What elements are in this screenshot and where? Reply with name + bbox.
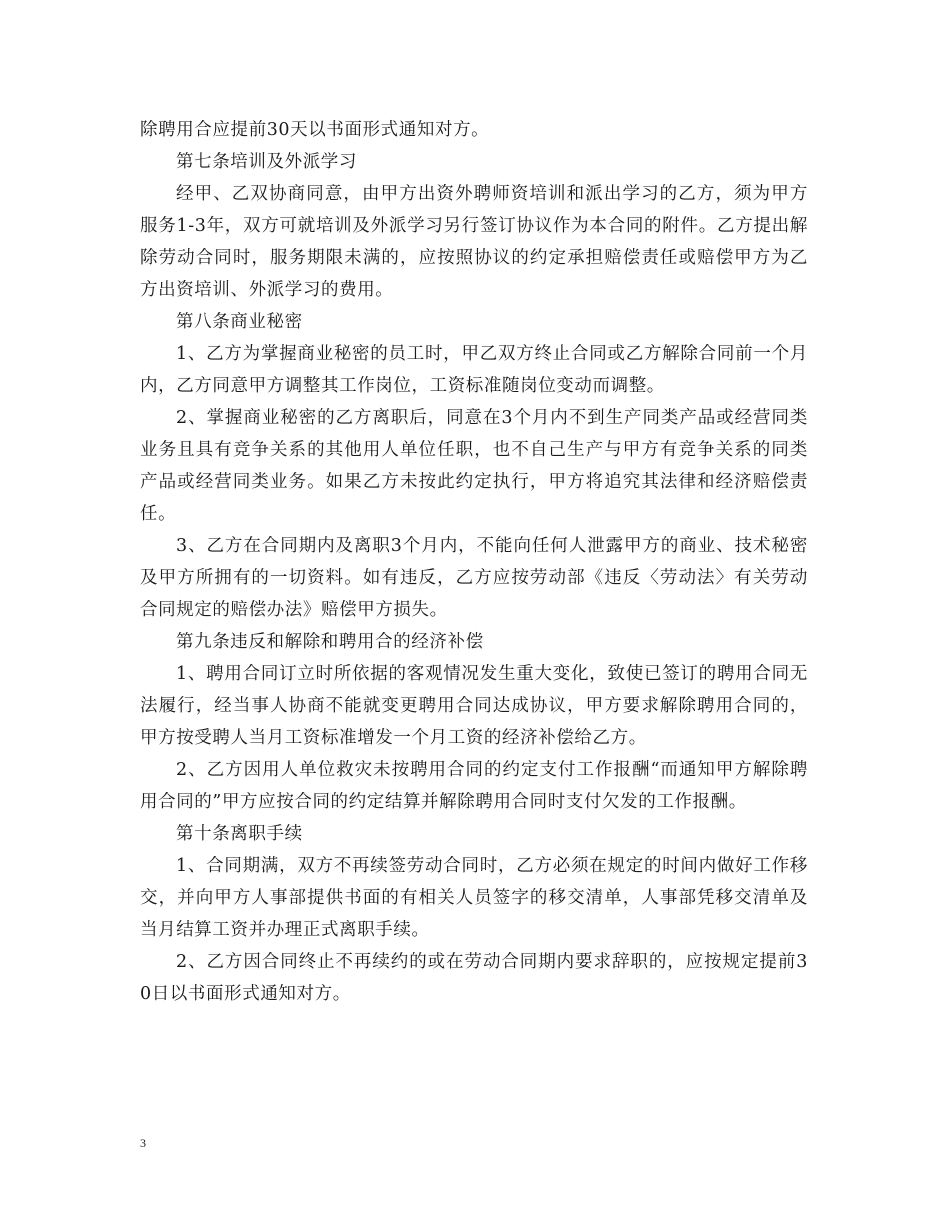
article-9-clause-1: 1、聘用合同订立时所依据的客观情况发生重大变化，致使已签订的聘用合同无法履行，经当事人协商不能就变更聘用合同达成协议，甲方要求解除聘用合同的，甲方按受聘人当月工资标准增发一个月工资的经济补偿给乙方。 [140,664,808,748]
article-10-heading: 第十条离职手续 [176,824,303,844]
article-7-text: 经甲、乙双协商同意，由甲方出资外聘师资培训和派出学习的乙方，须为甲方服务1-3年，双方可就培训及外派学习另行签订协议作为本合同的附件。乙方提出解除劳动合同时，服务期限未满的，应按照协议的约定承担赔偿责任或赔偿甲方为乙方出资培训、外派学习的费用。 [140,184,808,300]
article-8-clause-2: 2、掌握商业秘密的乙方离职后，同意在3个月内不到生产同类产品或经营同类业务且具有竞争关系的其他用人单位任职，也不自己生产与甲方有竞争关系的同类产品或经营同类业务。如果乙方未按此约定执行，甲方将追究其法律和经济赔偿责任。 [140,408,808,524]
article-9-heading: 第九条违反和解除和聘用合的经济补偿 [176,632,484,652]
paragraph-notice-continuation: 除聘用合应提前30天以书面形式通知对方。 [140,120,490,140]
document-body [140,114,808,1010]
article-8-clause-1: 1、乙方为掌握商业秘密的员工时，甲乙双方终止合同或乙方解除合同前一个月内，乙方同意甲方调整其工作岗位，工资标准随岗位变动而调整。 [140,344,808,396]
article-10-clause-1: 1、合同期满，双方不再续签劳动合同时，乙方必须在规定的时间内做好工作移交，并向甲方人事部提供书面的有相关人员签字的移交清单，人事部凭移交清单及当月结算工资并办理正式离职手续。 [140,856,808,940]
article-7-heading: 第七条培训及外派学习 [176,152,357,172]
article-8-clause-3: 3、乙方在合同期内及离职3个月内，不能向任何人泄露甲方的商业、技术秘密及甲方所拥有的一切资料。如有违反，乙方应按劳动部《违反〈劳动法〉有关劳动合同规定的赔偿办法》赔偿甲方损失。 [140,536,808,620]
article-10-clause-2: 2、乙方因合同终止不再续约的或在劳动合同期内要求辞职的，应按规定提前30日以书面形式通知对方。 [140,952,808,1004]
article-9-clause-2: 2、乙方因用人单位救灾未按聘用合同的约定支付工作报酬“而通知甲方解除聘用合同的”甲方应按合同的约定结算并解除聘用合同时支付欠发的工作报酬。 [140,760,808,812]
page-number: 3 [140,1136,146,1150]
article-8-heading: 第八条商业秘密 [176,312,303,332]
